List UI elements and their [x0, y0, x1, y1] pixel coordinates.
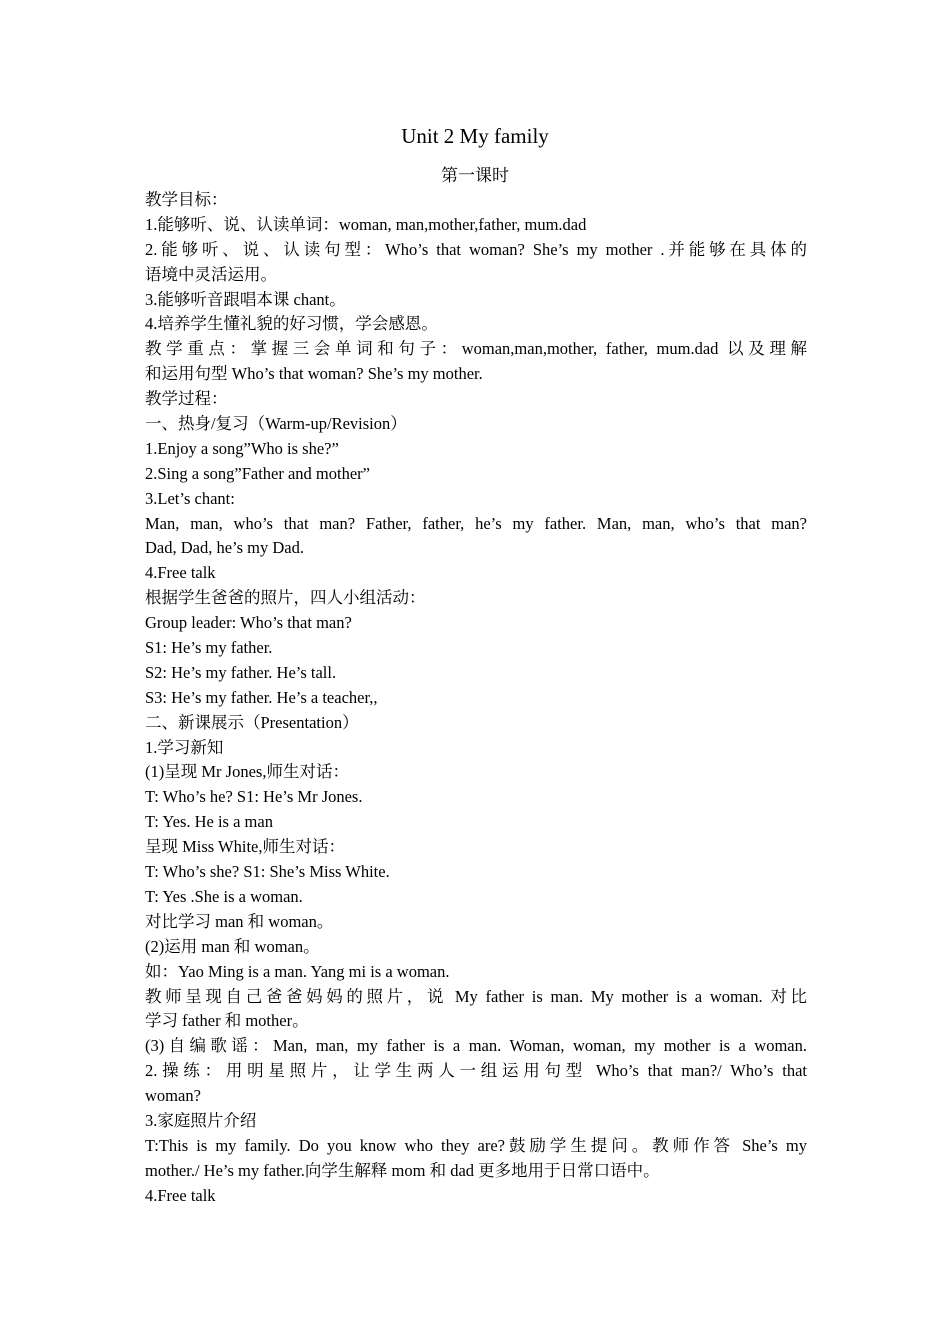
text-line: 教学过程： — [145, 389, 228, 409]
lesson-subtitle: 第一课时 — [441, 166, 509, 185]
document-body — [145, 188, 807, 1209]
text-line: 2.操练：用明星照片，让学生两人一组运用句型 Who’s that man?/ Who’s that — [145, 1061, 807, 1081]
text-line: 对比学习 man 和 woman。 — [145, 911, 334, 931]
text-line: S3: He’s my father. He’s a teacher,, — [145, 687, 378, 707]
text-line: 和运用句型 Who’s that woman? She’s my mother. — [145, 364, 483, 384]
text-line: 根据学生爸爸的照片，四人小组活动： — [145, 588, 426, 608]
text-line: Group leader: Who’s that man? — [145, 613, 352, 633]
text-line: Man, man, who’s that man? Father, father, he’s my father. Man, man, who’s that man? — [145, 513, 807, 533]
text-line: 语境中灵活运用。 — [145, 264, 277, 284]
text-line: S1: He’s my father. — [145, 638, 273, 658]
text-line: 4.Free talk — [145, 1185, 216, 1205]
text-line: T: Yes .She is a woman. — [145, 886, 303, 906]
text-line: 教学重点：掌握三会单词和句子：woman,man,mother, father, mum.dad 以及理解 — [145, 339, 807, 359]
text-line: S2: He’s my father. He’s tall. — [145, 662, 337, 682]
text-line: 1.能够听、说、认读单词：woman, man,mother,father, mum.dad — [145, 214, 587, 234]
text-line: T: Yes. He is a man — [145, 812, 273, 832]
document-title: Unit 2 My family — [401, 124, 549, 148]
text-line: 教学目标： — [145, 190, 228, 209]
text-line: Dad, Dad, he’s my Dad. — [145, 538, 305, 558]
text-line: woman? — [145, 1086, 201, 1106]
text-line: (1)呈现 Mr Jones,师生对话： — [145, 762, 349, 782]
text-line: 1.Enjoy a song”Who is she?” — [145, 438, 339, 458]
text-line: T: Who’s he? S1: He’s Mr Jones. — [145, 787, 363, 807]
text-line: (2)运用 man 和 woman。 — [145, 936, 320, 956]
text-line: 一、热身/复习（Warm-up/Revision） — [145, 414, 407, 434]
text-line: 二、新课展示（Presentation） — [145, 712, 359, 732]
text-line: 呈现 Miss White,师生对话： — [145, 837, 345, 857]
text-line: 2.能够听、说、认读句型：Who’s that woman? She’s my mother .并能够在具体的 — [145, 239, 807, 259]
text-line: 3.能够听音跟唱本课 chant。 — [145, 289, 346, 309]
text-line: 2.Sing a song”Father and mother” — [145, 463, 370, 483]
text-line: T:This is my family. Do you know who they are?鼓励学生提问。教师作答 She’s my — [145, 1135, 807, 1155]
text-line: 学习 father 和 mother。 — [145, 1011, 309, 1031]
text-line: T: Who’s she? S1: She’s Miss White. — [145, 862, 390, 882]
text-line: 3.家庭照片介绍 — [145, 1110, 257, 1130]
text-line: 1.学习新知 — [145, 737, 224, 757]
text-line: 4.Free talk — [145, 563, 216, 583]
text-line: (3)自编歌谣：Man, man, my father is a man. Woman, woman, my mother is a woman. — [145, 1036, 807, 1056]
text-line: 如：Yao Ming is a man. Yang mi is a woman. — [145, 961, 450, 981]
text-line: 4.培养学生懂礼貌的好习惯，学会感恩。 — [145, 314, 438, 334]
text-line: 教师呈现自己爸爸妈妈的照片，说 My father is man. My mother is a woman. 对比 — [145, 986, 807, 1006]
text-line: mother./ He’s my father.向学生解释 mom 和 dad 更多地用于日常口语中。 — [145, 1160, 660, 1180]
text-line: 3.Let’s chant: — [145, 488, 235, 508]
